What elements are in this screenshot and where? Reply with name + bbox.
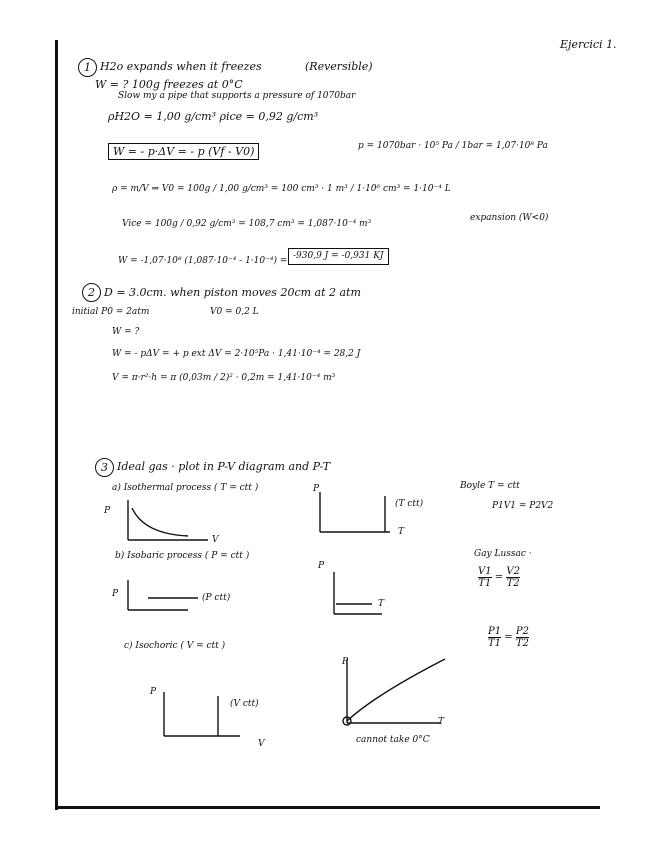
isochoric-p2: P2 bbox=[515, 626, 529, 637]
isothermal-pt-note: (T ctt) bbox=[395, 499, 424, 509]
isobaric-pt-plot bbox=[322, 570, 402, 620]
problem-1-statement-line2: Slow my a pipe that supports a pressure of 1070bar bbox=[118, 91, 356, 101]
isochoric-pt-note: cannot take 0°C bbox=[356, 735, 430, 745]
problem-3c-label: c) Isochoric ( V = ctt ) bbox=[124, 641, 226, 651]
isochoric-pt-x-label: T bbox=[438, 717, 445, 727]
problem-1-question: W = ? 100g freezes at 0°C bbox=[95, 78, 243, 91]
problem-3a-label: a) Isothermal process ( T = ctt ) bbox=[112, 483, 259, 493]
problem-2-number: 2 bbox=[82, 283, 101, 302]
isochoric-pt-y-label: P bbox=[342, 657, 349, 667]
boyle-equation: P1V1 = P2V2 bbox=[492, 501, 554, 511]
problem-1-note: (Reversible) bbox=[305, 60, 373, 73]
gay-lussac-title: Gay Lussac · bbox=[474, 549, 532, 559]
isothermal-pt-y-label: P bbox=[313, 484, 320, 494]
isochoric-pt-plot bbox=[335, 655, 455, 730]
page-label: Ejercici 1. bbox=[560, 38, 617, 51]
isochoric-pv-x-label: V bbox=[258, 739, 265, 749]
left-margin-line bbox=[55, 40, 58, 810]
problem-3-number: 3 bbox=[95, 458, 114, 477]
problem-1-work-formula: W = - p·ΔV = - p (Vf - V0) bbox=[108, 143, 259, 160]
problem-3-statement: Ideal gas · plot in P-V diagram and P-T bbox=[117, 460, 331, 473]
problem-1-densities: ρH2O = 1,00 g/cm³ ρice = 0,92 g/cm³ bbox=[108, 110, 319, 123]
gay-lussac-equation: $\frac{V1}{T1}$ = $\frac{V2}{T2}$ bbox=[478, 566, 520, 589]
isochoric-p1: P1 bbox=[488, 626, 502, 637]
problem-2-volume: V = π·r²·h = π (0,03m / 2)² · 0,2m = 1,41·10⁻⁴ m³ bbox=[112, 373, 336, 383]
isobaric-pv-note: (P ctt) bbox=[202, 593, 231, 603]
isothermal-pt-x-label: T bbox=[398, 527, 405, 537]
isochoric-t1: T1 bbox=[488, 638, 502, 649]
problem-1-vice: Vice = 100g / 0,92 g/cm³ = 108,7 cm³ = 1,087·10⁻⁴ m³ bbox=[122, 219, 372, 229]
isobaric-pt-x-label: T bbox=[378, 599, 385, 609]
isochoric-pv-y-label: P bbox=[150, 687, 157, 697]
bottom-edge-line bbox=[55, 806, 600, 809]
gay-lussac-t1: T1 bbox=[478, 578, 492, 589]
problem-1-result: W = -1,07·10⁸ (1,087·10⁻⁴ - 1·10⁻⁴) = bbox=[118, 256, 288, 266]
isochoric-pv-plot bbox=[150, 688, 250, 743]
problem-1-expansion-note: expansion (W<0) bbox=[470, 213, 549, 223]
isothermal-pv-plot bbox=[108, 498, 228, 548]
problem-2-statement: D = 3.0cm. when piston moves 20cm at 2 atm bbox=[104, 286, 361, 299]
problem-1-density-eq: ρ = m/V ⇒ V0 = 100g / 1,00 g/cm³ = 100 cm³ · 1 m³ / 1·10⁶ cm³ = 1·10⁻⁴ L bbox=[112, 184, 451, 194]
problem-1-pressure: p = 1070bar · 10⁵ Pa / 1bar = 1,07·10⁸ Pa bbox=[358, 141, 548, 151]
isochoric-equation: $\frac{P1}{T1}$ = $\frac{P2}{T2}$ bbox=[488, 626, 529, 649]
problem-3b-label: b) Isobaric process ( P = ctt ) bbox=[115, 551, 250, 561]
problem-2-initial: initial P0 = 2atm bbox=[72, 307, 150, 317]
isothermal-pv-x-label: V bbox=[212, 535, 219, 545]
gay-lussac-v1: V1 bbox=[478, 566, 492, 577]
problem-2-work: W = - pΔV = + p ext ΔV = 2·10⁵Pa · 1,41·10⁻⁴ = 28,2 J bbox=[112, 349, 361, 359]
problem-1-title: H2o expands when it freezes bbox=[100, 60, 262, 73]
gay-lussac-v2: V2 bbox=[506, 566, 520, 577]
boyle-title: Boyle T = ctt bbox=[460, 481, 520, 491]
isobaric-pt-y-label: P bbox=[318, 561, 325, 571]
problem-2-question: W = ? bbox=[112, 327, 140, 337]
problem-1-number: 1 bbox=[78, 58, 97, 77]
isochoric-t2: T2 bbox=[515, 638, 529, 649]
problem-1-result-boxed: -930,9 J = -0,931 KJ bbox=[288, 248, 389, 265]
isothermal-pv-y-label: P bbox=[104, 506, 111, 516]
gay-lussac-t2: T2 bbox=[506, 578, 520, 589]
isochoric-pv-note: (V ctt) bbox=[230, 699, 259, 709]
isobaric-pv-y-label: P bbox=[112, 589, 119, 599]
problem-2-v0: V0 = 0,2 L bbox=[210, 307, 259, 317]
